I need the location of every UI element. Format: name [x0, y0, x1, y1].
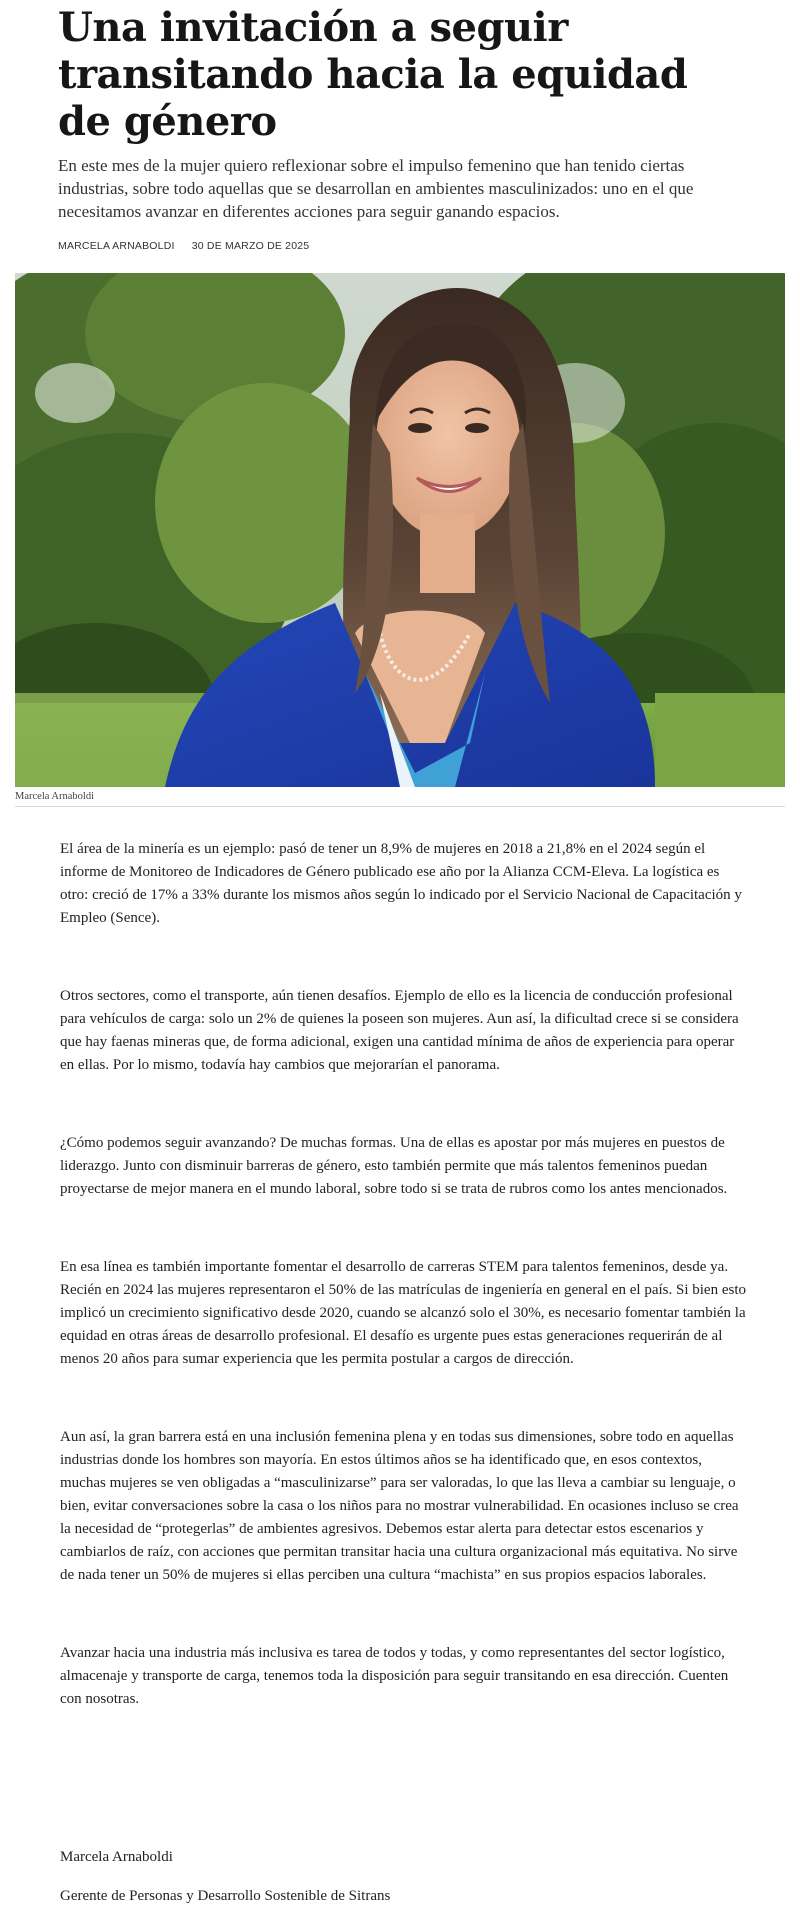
paragraph: ¿Cómo podemos seguir avanzando? De muchas formas. Una de ellas es apostar por más mujeres en puestos de liderazgo. Junto con disminuir barreras de género, esto también permite que más talentos femeninos puedan proyectarse de mejor manera en el mundo laboral, sobre todo si se trata de rubros como los antes mencionados.: [60, 1135, 728, 1197]
article-meta: [58, 240, 309, 252]
article-body: [60, 838, 750, 1766]
paragraph: El área de la minería es un ejemplo: pasó de tener un 8,9% de mujeres en 2018 a 21,8% en el 2024 según el informe de Monitoreo de Indicadores de Género publicado ese año por la Alianza CCM-Eleva. La logística es otro: creció de 17% a 33% durante los mismos años según lo indicado por el Servicio Nacional de Capacitación y Empleo (Sence).: [60, 841, 742, 926]
publish-date: 30 DE MARZO DE 2025: [191, 240, 310, 252]
paragraph: Aun así, la gran barrera está en una inclusión femenina plena y en todas sus dimensiones, sobre todo en aquellas industrias donde los hombres son mayoría. En estos últimos años se ha identificado que, en esos contextos, muchas mujeres se ven obligadas a “masculinizarse” para ser valoradas, lo que las lleva a cambiar su lenguaje, o bien, evitar conversaciones sobre la casa o los niños para no mostrar vulnerabilidad. En ocasiones incluso se crea la necesidad de “protegerlas” de ambientes agresivos. Debemos estar alerta para detectar estos escenarios y cambiarlos de raíz, con acciones que permitan transitar hacia una cultura organizacional más equitativa. No sirve de nada tener un 50% de mujeres si ellas perciben una cultura “machista” en sus propios espacios laborales.: [60, 1429, 739, 1583]
author-photo: [15, 273, 785, 787]
article-subtitle: En este mes de la mujer quiero reflexionar sobre el impulso femenino que han tenido ciertas industrias, sobre todo aquellas que se desarrollan en ambientes masculinizados: uno en el que necesitamos avanzar en diferentes acciones para seguir ganando espacios.: [58, 156, 694, 221]
signature-name: Marcela Arnaboldi: [60, 1849, 173, 1865]
photo-caption: Marcela Arnaboldi: [15, 791, 95, 802]
paragraph: Avanzar hacia una industria más inclusiva es tarea de todos y todas, y como representantes del sector logístico, almacenaje y transporte de carga, tenemos toda la disposición para seguir transitando en esa dirección. Cuenten con nosotras.: [60, 1645, 729, 1707]
article-title: Una invitación a seguir transitando hacia la equidad de género: [58, 4, 688, 145]
signature-role: Gerente de Personas y Desarrollo Sostenible de Sitrans: [60, 1888, 391, 1904]
divider: [15, 806, 785, 807]
author-link[interactable]: MARCELA ARNABOLDI: [58, 240, 175, 252]
paragraph: Otros sectores, como el transporte, aún tienen desafíos. Ejemplo de ello es la licencia de conducción profesional para vehículos de carga: solo un 2% de quienes la poseen son mujeres. Aun así, la dificultad crece si se considera que hay faenas mineras que, de forma adicional, exigen una cantidad mínima de años de experiencia para operar en ellas. Por lo mismo, todavía hay cambios que mejorarían el panorama.: [60, 988, 739, 1073]
paragraph: En esa línea es también importante fomentar el desarrollo de carreras STEM para talentos femeninos, desde ya. Recién en 2024 las mujeres representaron el 50% de las matrículas de ingeniería en general en el país. Si bien esto implicó un crecimiento significativo desde 2020, cuando se alcanzó solo el 30%, es necesario fomentar también la equidad en otras áreas de desarrollo profesional. El desafío es urgente pues estas generaciones requerirán de al menos 20 años para sumar experiencia que les permita postular a cargos de dirección.: [60, 1259, 747, 1367]
